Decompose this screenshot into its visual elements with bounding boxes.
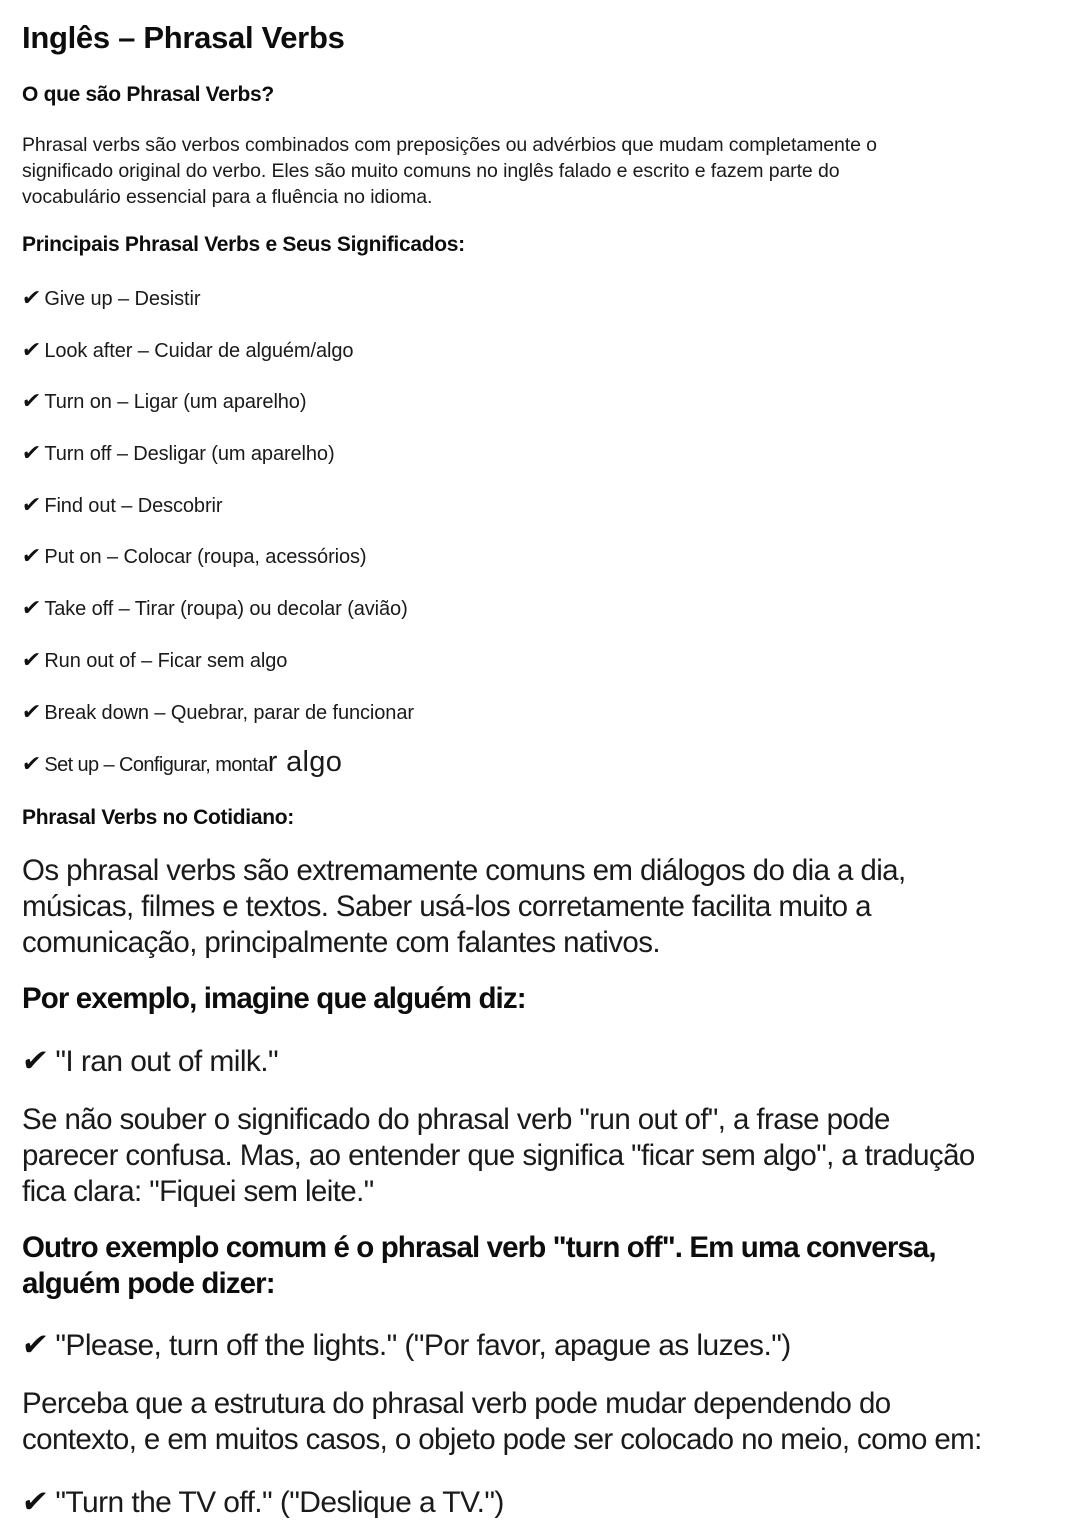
everyday-paragraph xyxy=(22,853,1062,961)
paragraph-line: Perceba que a estrutura do phrasal verb pode mudar dependendo do xyxy=(22,1387,891,1420)
list-item-text: Give up – Desistir xyxy=(44,288,201,310)
paragraph-line: Os phrasal verbs são extremamente comuns em diálogos do dia a dia, xyxy=(22,854,906,887)
list-item xyxy=(22,699,414,725)
quote-text: "Turn the TV off." ("Deslique a TV.") xyxy=(55,1486,504,1519)
list-item xyxy=(22,285,200,311)
paragraph-line: músicas, filmes e textos. Saber usá-los corretamente facilita muito a xyxy=(22,890,871,923)
example1-quote xyxy=(19,1043,279,1079)
check-icon: ✔ xyxy=(19,1043,50,1078)
list-item xyxy=(22,492,222,518)
list-item xyxy=(22,388,306,414)
check-icon: ✔ xyxy=(20,388,43,413)
check-icon: ✔ xyxy=(20,647,43,672)
check-icon: ✔ xyxy=(20,440,43,465)
paragraph-line: Se não souber o significado do phrasal verb "run out of", a frase pode xyxy=(22,1103,890,1136)
check-icon: ✔ xyxy=(19,1327,50,1362)
list-item xyxy=(22,337,353,363)
list-item-text: Find out – Descobrir xyxy=(44,495,223,517)
section-heading-everyday: Phrasal Verbs no Cotidiano: xyxy=(22,806,294,829)
check-icon: ✔ xyxy=(19,1484,50,1519)
list-item-text: Break down – Quebrar, parar de funcionar xyxy=(44,702,414,724)
example2-quote xyxy=(19,1327,791,1363)
list-item-text-large: r algo xyxy=(267,746,343,778)
example1-explanation xyxy=(22,1102,1062,1210)
intro-line: Phrasal verbs são verbos combinados com preposições ou advérbios que mudam completamente o xyxy=(22,134,877,156)
paragraph-line: parecer confusa. Mas, ao entender que significa "ficar sem algo", a tradução xyxy=(22,1139,975,1172)
check-icon: ✔ xyxy=(20,751,43,776)
intro-line: significado original do verbo. Eles são muito comuns no inglês falado e escrito e fazem parte do xyxy=(22,160,840,182)
list-item xyxy=(22,647,287,673)
paragraph-line: contexto, e em muitos casos, o objeto pode ser colocado no meio, como em: xyxy=(22,1423,982,1456)
list-item-text: Turn on – Ligar (um aparelho) xyxy=(44,391,307,413)
list-item-text: Put on – Colocar (roupa, acessórios) xyxy=(44,546,367,568)
intro-line: vocabulário essencial para a fluência no idioma. xyxy=(22,186,433,208)
heading-line: alguém pode dizer: xyxy=(22,1267,275,1300)
check-icon: ✔ xyxy=(20,285,43,310)
quote-text: "Please, turn off the lights." ("Por favor, apague as luzes.") xyxy=(55,1329,791,1362)
list-item xyxy=(22,440,335,466)
list-item-text: Take off – Tirar (roupa) ou decolar (avião) xyxy=(44,598,408,620)
check-icon: ✔ xyxy=(20,492,43,517)
structure-paragraph xyxy=(22,1386,1062,1458)
example3-quote xyxy=(19,1484,504,1520)
list-item-text: Look after – Cuidar de alguém/algo xyxy=(44,340,354,362)
example2-heading xyxy=(22,1230,1062,1302)
quote-text: "I ran out of milk." xyxy=(55,1045,279,1078)
paragraph-line: comunicação, principalmente com falantes nativos. xyxy=(22,926,660,959)
list-item xyxy=(22,595,408,621)
list-item-text: Run out of – Ficar sem algo xyxy=(44,650,288,672)
check-icon: ✔ xyxy=(20,699,43,724)
example1-heading: Por exemplo, imagine que alguém diz: xyxy=(22,982,526,1015)
page-title: Inglês – Phrasal Verbs xyxy=(22,20,345,55)
heading-line: Outro exemplo comum é o phrasal verb "turn off". Em uma conversa, xyxy=(22,1231,936,1264)
list-item-text-small: Set up – Configurar, monta xyxy=(44,754,268,776)
list-item-text: Turn off – Desligar (um aparelho) xyxy=(44,443,335,465)
section-heading-what-are: O que são Phrasal Verbs? xyxy=(22,83,274,106)
intro-paragraph xyxy=(22,132,877,210)
section-heading-main-verbs: Principais Phrasal Verbs e Seus Significados: xyxy=(22,233,465,256)
list-item xyxy=(22,543,366,569)
check-icon: ✔ xyxy=(20,337,43,362)
check-icon: ✔ xyxy=(20,543,43,568)
paragraph-line: fica clara: "Fiquei sem leite." xyxy=(22,1175,374,1208)
list-item-last xyxy=(22,746,342,779)
check-icon: ✔ xyxy=(20,595,43,620)
